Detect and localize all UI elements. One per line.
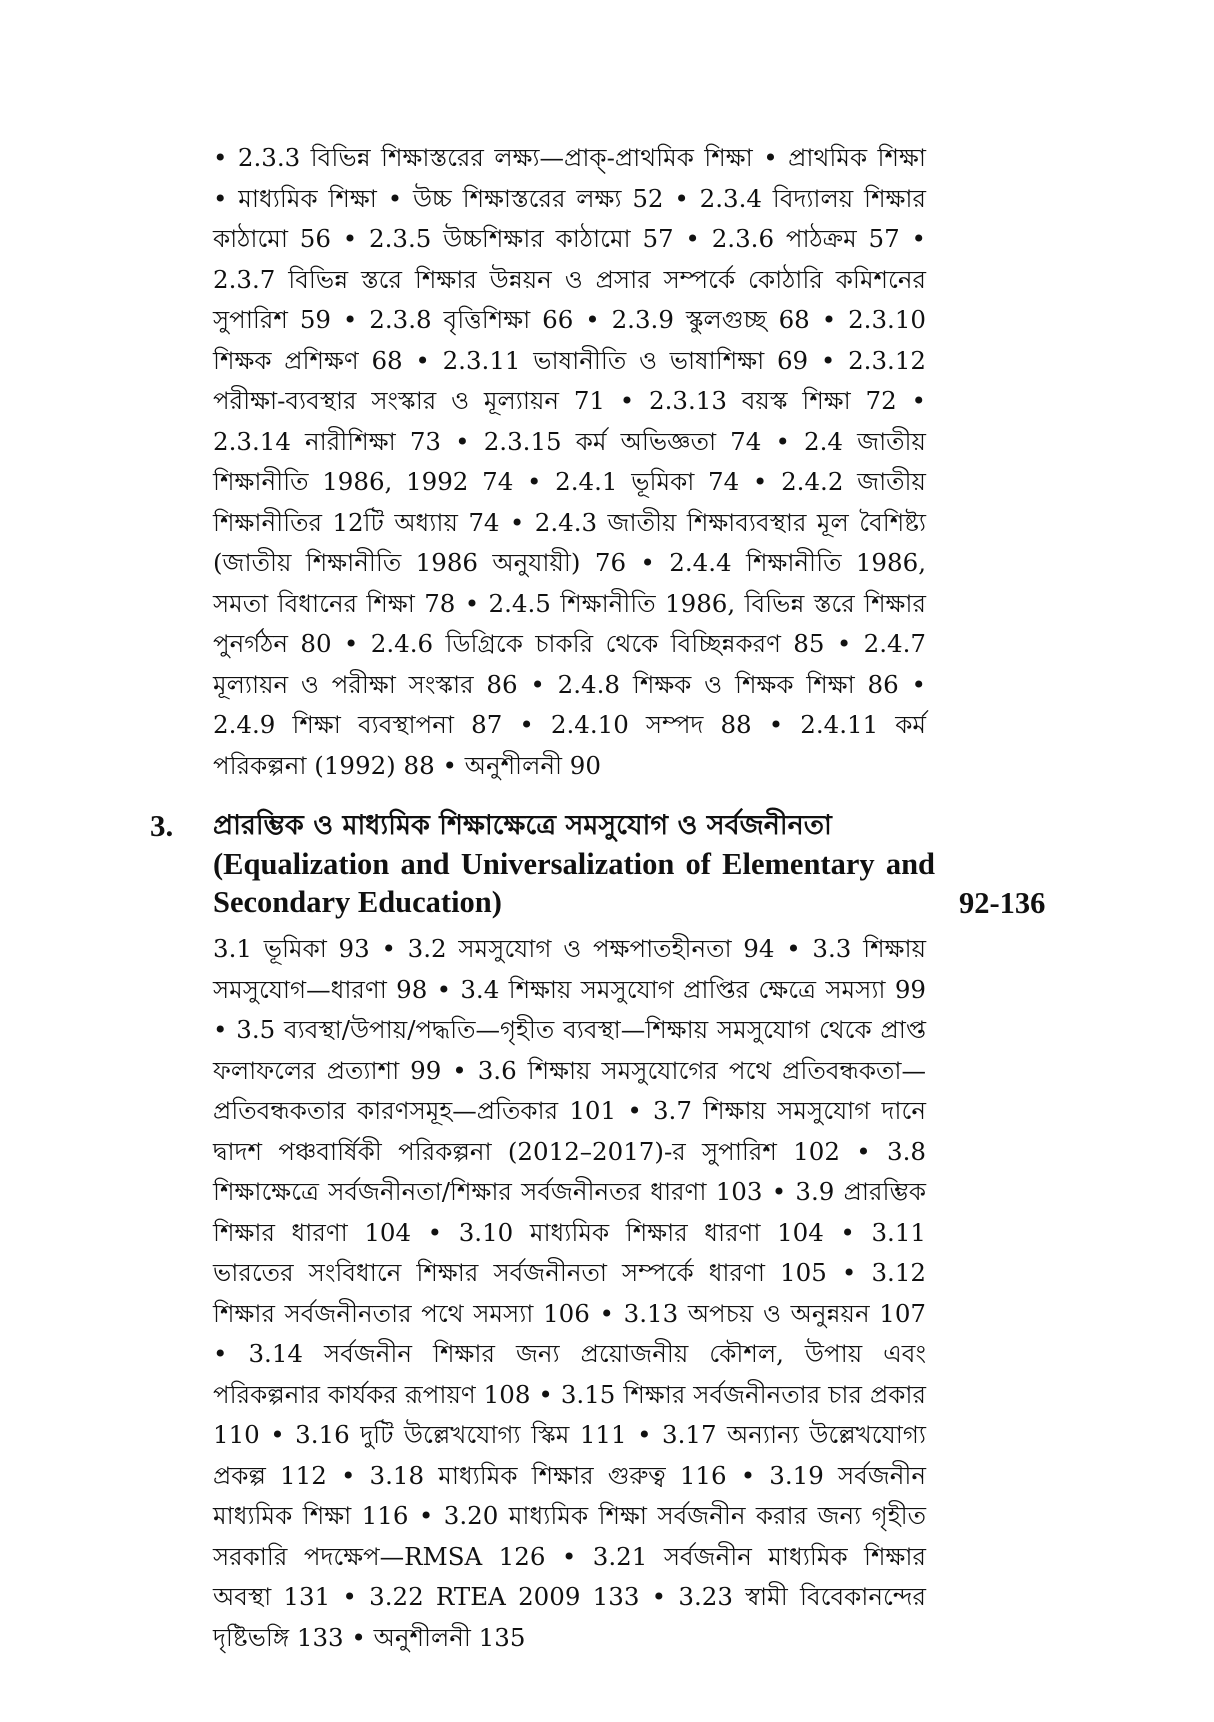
chapter-3-title-english: (Equalization and Universalization of Elementary and Secondary Education) [213,847,935,919]
section-2-entries: • 2.3.3 বিভিন্ন শিক্ষাস্তরের লক্ষ্য—প্রাক্-প্রাথমিক শিক্ষা • প্রাথমিক শিক্ষা • মাধ্যমিক শিক্ষা • উচ্চ শিক্ষাস্তরের লক্ষ্য 52 • 2.3.4 বিদ্যালয় শিক্ষার কাঠামো 56 • 2.3.5 উচ্চশিক্ষার কাঠামো 57 • 2.3.6 পাঠক্রম 57 • 2.3.7 বিভিন্ন স্তরে শিক্ষার উন্নয়ন ও প্রসার সম্পর্কে কোঠারি কমিশনের সুপারিশ 59 • 2.3.8 বৃত্তিশিক্ষা 66 • 2.3.9 স্কুলগুচ্ছ 68 • 2.3.10 শিক্ষক প্রশিক্ষণ 68 • 2.3.11 ভাষানীতি ও ভাষাশিক্ষা 69 • 2.3.12 পরীক্ষা-ব্যবস্থার সংস্কার ও মূল্যায়ন 71 • 2.3.13 বয়স্ক শিক্ষা 72 • 2.3.14 নারীশিক্ষা 73 • 2.3.15 কর্ম অভিজ্ঞতা 74 • 2.4 জাতীয় শিক্ষানীতি 1986, 1992 74 • 2.4.1 ভূমিকা 74 • 2.4.2 জাতীয় শিক্ষানীতির 12টি অধ্যায় 74 • 2.4.3 জাতীয় শিক্ষাব্যবস্থার মূল বৈশিষ্ট্য (জাতীয় শিক্ষানীতি 1986 অনুযায়ী) 76 • 2.4.4 শিক্ষানীতি 1986, সমতা বিধানের শিক্ষা 78 • 2.4.5 শিক্ষানীতি 1986, বিভিন্ন স্তরে শিক্ষার পুনর্গঠন 80 • 2.4.6 ডিগ্রিকে চাকরি থেকে বিচ্ছিন্নকরণ 85 • 2.4.7 মূল্যায়ন ও পরীক্ষা সংস্কার 86 • 2.4.8 শিক্ষক ও শিক্ষক শিক্ষা 86 • 2.4.9 শিক্ষা ব্যবস্থাপনা 87 • 2.4.10 সম্পদ 88 • 2.4.11 কর্ম পরিকল্পনা (1992) 88 • অনুশীলনী 90 [213,143,926,780]
chapter-3-page-range: 92-136 [959,886,1046,920]
chapter-3-title-bengali: প্রারম্ভিক ও মাধ্যমিক শিক্ষাক্ষেত্রে সমসুযোগ ও সর্বজনীনতা [213,810,832,841]
chapter-3-entries: 3.1 ভূমিকা 93 • 3.2 সমসুযোগ ও পক্ষপাতহীনতা 94 • 3.3 শিক্ষায় সমসুযোগ—ধারণা 98 • 3.4 শিক্ষায় সমসুযোগ প্রাপ্তির ক্ষেত্রে সমস্যা 99 • 3.5 ব্যবস্থা/উপায়/পদ্ধতি—গৃহীত ব্যবস্থা—শিক্ষায় সমসুযোগ থেকে প্রাপ্ত ফলাফলের প্রত্যাশা 99 • 3.6 শিক্ষায় সমসুযোগের পথে প্রতিবন্ধকতা—প্রতিবন্ধকতার কারণসমূহ—প্রতিকার 101 • 3.7 শিক্ষায় সমসুযোগ দানে দ্বাদশ পঞ্চবার্ষিকী পরিকল্পনা (2012–2017)-র সুপারিশ 102 • 3.8 শিক্ষাক্ষেত্রে সর্বজনীনতা/শিক্ষার সর্বজনীনতর ধারণা 103 • 3.9 প্রারম্ভিক শিক্ষার ধারণা 104 • 3.10 মাধ্যমিক শিক্ষার ধারণা 104 • 3.11 ভারতের সংবিধানে শিক্ষার সর্বজনীনতা সম্পর্কে ধারণা 105 • 3.12 শিক্ষার সর্বজনীনতার পথে সমস্যা 106 • 3.13 অপচয় ও অনুন্নয়ন 107 • 3.14 সর্বজনীন শিক্ষার জন্য প্রয়োজনীয় কৌশল, উপায় এবং পরিকল্পনার কার্যকর রূপায়ণ 108 • 3.15 শিক্ষার সর্বজনীনতার চার প্রকার 110 • 3.16 দুটি উল্লেখযোগ্য স্কিম 111 • 3.17 অন্যান্য উল্লেখযোগ্য প্রকল্প 112 • 3.18 মাধ্যমিক শিক্ষার গুরুত্ব 116 • 3.19 সর্বজনীন মাধ্যমিক শিক্ষা 116 • 3.20 মাধ্যমিক শিক্ষা সর্বজনীন করার জন্য গৃহীত সরকারি পদক্ষেপ—RMSA 126 • 3.21 সর্বজনীন মাধ্যমিক শিক্ষার অবস্থা 131 • 3.22 RTEA 2009 133 • 3.23 স্বামী বিবেকানন্দের দৃষ্টিভঙ্গি 133 • অনুশীলনী 135 [213,934,926,1652]
chapter-3-number: 3. [150,808,174,843]
